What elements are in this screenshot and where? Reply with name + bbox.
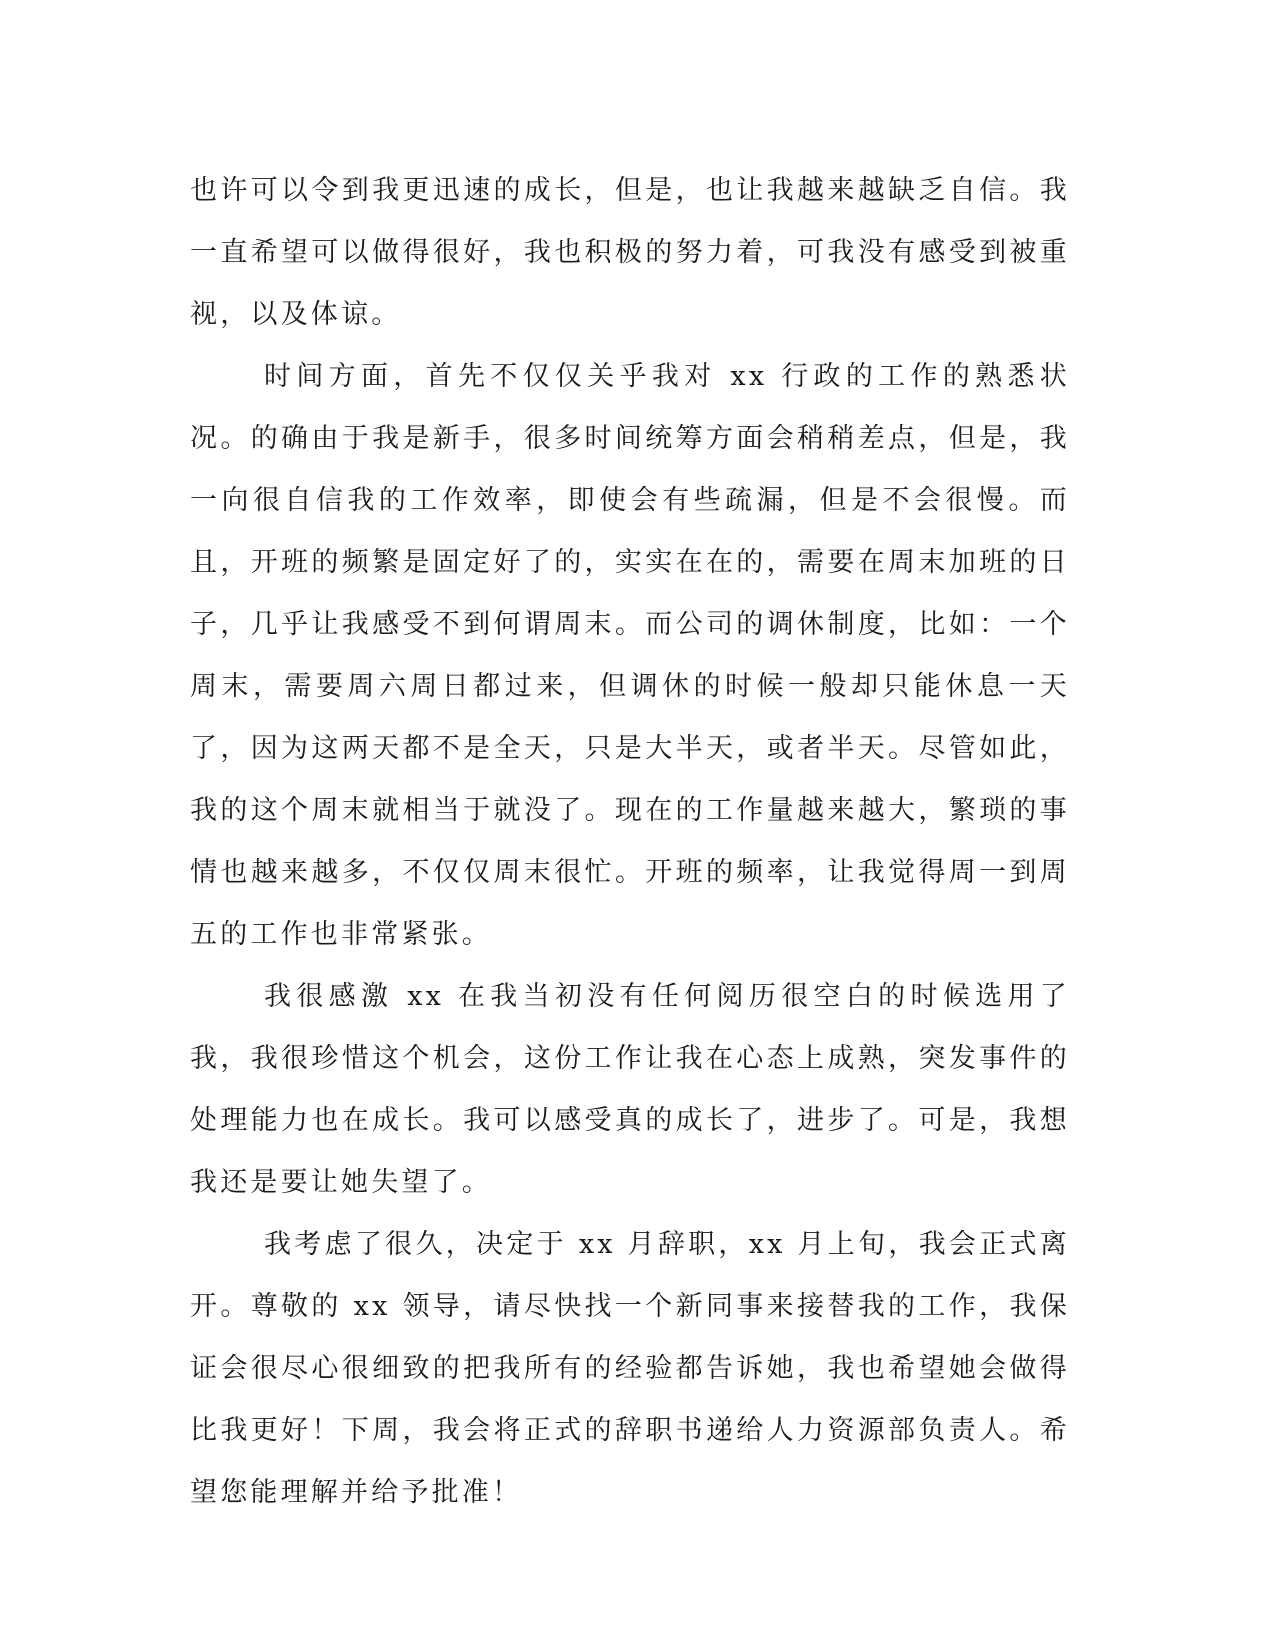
paragraph-time-aspect: 时间方面，首先不仅仅关乎我对 xx 行政的工作的熟悉状况。的确由于我是新手，很多时间统筹方面会稍稍差点，但是，我一向很自信我的工作效率，即使会有些疏漏，但是不会很慢。而且，开班的频繁是固定好了的，实实在在的，需要在周末加班的日子，几乎让我感受不到何谓周末。而公司的调休制度，比如：一个周末，需要周六周日都过来，但调休的时候一般却只能休息一天了，因为这两天都不是全天，只是大半天，或者半天。尽管如此，我的这个周末就相当于就没了。现在的工作量越来越大，繁琐的事情也越来越多，不仅仅周末很忙。开班的频率，让我觉得周一到周五的工作也非常紧张。 xyxy=(190,361,1070,950)
paragraph-continuation: 也许可以令到我更迅速的成长，但是，也让我越来越缺乏自信。我一直希望可以做得很好，我也积极的努力着，可我没有感受到被重视，以及体谅。 xyxy=(190,175,1070,330)
paragraph-gratitude: 我很感激 xx 在我当初没有任何阅历很空白的时候选用了我，我很珍惜这个机会，这份工作让我在心态上成熟，突发事件的处理能力也在成长。我可以感受真的成长了，进步了。可是，我想我还是要让她失望了。 xyxy=(190,981,1070,1198)
letter-body xyxy=(190,160,1070,1524)
paragraph-resignation-decision: 我考虑了很久，决定于 xx 月辞职，xx 月上旬，我会正式离开。尊敬的 xx 领导，请尽快找一个新同事来接替我的工作，我保证会很尽心很细致的把我所有的经验都告诉她，我也希望她会做得比我更好！下周，我会将正式的辞职书递给人力资源部负责人。希望您能理解并给予批准！ xyxy=(190,1229,1070,1508)
